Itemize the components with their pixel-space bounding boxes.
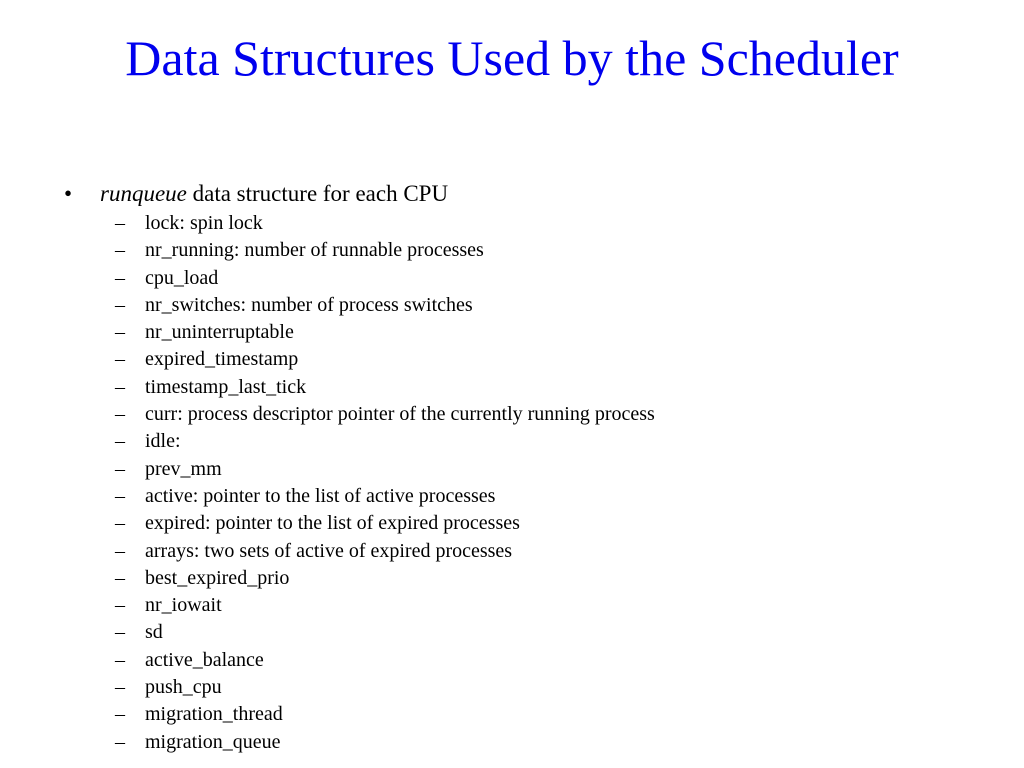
list-item-text: expired: pointer to the list of expired processes <box>145 512 520 535</box>
dash-marker: – <box>115 676 125 699</box>
list-item <box>115 292 655 319</box>
dash-marker: – <box>115 594 125 617</box>
bullet-marker: • <box>64 181 73 206</box>
dash-marker: – <box>115 375 125 398</box>
list-item <box>115 401 655 428</box>
list-item-text: nr_uninterruptable <box>145 321 294 344</box>
dash-marker: – <box>115 348 125 371</box>
list-item <box>115 510 655 537</box>
bullet-runqueue <box>64 180 448 208</box>
dash-marker: – <box>115 703 125 726</box>
list-item-text: nr_switches: number of process switches <box>145 293 473 316</box>
list-item-text: active_balance <box>145 648 264 671</box>
dash-marker: – <box>115 648 125 671</box>
list-item <box>115 456 655 483</box>
dash-marker: – <box>115 484 125 507</box>
list-item-text: sd <box>145 621 163 644</box>
list-item-text: nr_iowait <box>145 594 222 617</box>
list-item-text: migration_queue <box>145 730 281 753</box>
list-item <box>115 346 655 373</box>
dash-marker: – <box>115 512 125 535</box>
list-item <box>115 538 655 565</box>
list-item-text: migration_thread <box>145 703 283 726</box>
list-item-text: active: pointer to the list of active processes <box>145 484 496 507</box>
dash-marker: – <box>115 430 125 453</box>
list-item-text: arrays: two sets of active of expired processes <box>145 539 513 562</box>
dash-marker: – <box>115 212 125 234</box>
list-item-text: push_cpu <box>145 676 222 699</box>
list-item <box>115 237 655 264</box>
list-item <box>115 592 655 619</box>
list-item-text: idle: <box>145 430 181 453</box>
dash-marker: – <box>115 566 125 589</box>
list-item <box>115 483 655 510</box>
dash-marker: – <box>115 457 125 480</box>
dash-marker: – <box>115 321 125 344</box>
list-item <box>115 565 655 592</box>
dash-marker: – <box>115 730 125 753</box>
list-item-text: lock: spin lock <box>145 212 263 234</box>
list-item <box>115 428 655 455</box>
list-item <box>115 374 655 401</box>
list-item-text: expired_timestamp <box>145 348 299 371</box>
list-item <box>115 674 655 701</box>
list-item-text: cpu_load <box>145 266 219 289</box>
list-item <box>115 701 655 728</box>
list-item <box>115 210 655 237</box>
list-item-text: timestamp_last_tick <box>145 375 307 398</box>
dash-marker: – <box>115 403 125 426</box>
list-item-text: prev_mm <box>145 457 222 480</box>
bullet-text: data structure for each CPU <box>186 181 449 206</box>
dash-marker: – <box>115 293 125 316</box>
dash-marker: – <box>115 239 125 262</box>
list-item-text: curr: process descriptor pointer of the currently running process <box>145 403 655 426</box>
dash-marker: – <box>115 266 125 289</box>
list-item-text: best_expired_prio <box>145 566 290 589</box>
list-item <box>115 619 655 646</box>
list-item <box>115 647 655 674</box>
dash-marker: – <box>115 621 125 644</box>
bullet-term: runqueue <box>100 181 187 206</box>
list-item <box>115 265 655 292</box>
slide-title: Data Structures Used by the Scheduler <box>125 30 899 86</box>
list-item-text: nr_running: number of runnable processes <box>145 239 484 262</box>
list-item <box>115 319 655 346</box>
list-item <box>115 729 655 756</box>
dash-marker: – <box>115 539 125 562</box>
runqueue-fields-list <box>115 210 655 756</box>
